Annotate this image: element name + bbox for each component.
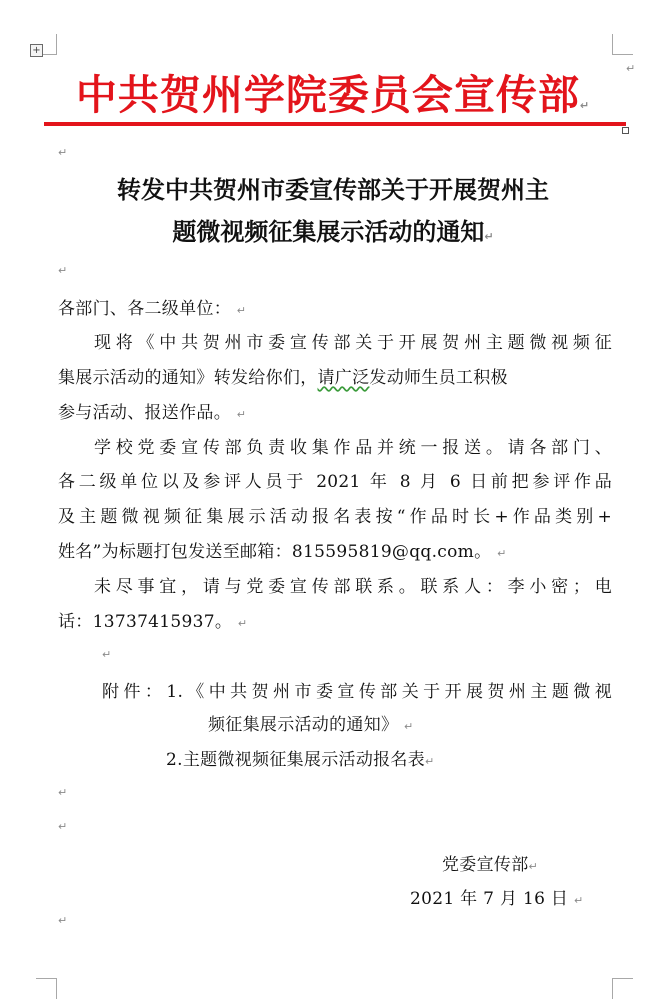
paragraph-3-line-2 — [58, 607, 247, 632]
salutation-text: 各部门、各二级单位： — [58, 299, 231, 319]
p1-line2-c: 发动师生员工积极 — [369, 368, 508, 388]
paragraph-mark-icon: ↵ — [528, 860, 539, 873]
paragraph-mark-icon: ↵ — [626, 62, 636, 75]
crop-mark-bottom-left — [36, 978, 57, 999]
signature-org-text: 党委宣传部 — [442, 855, 529, 875]
paragraph-3-line-1: 未尽事宜，请与党委宣传部联系。联系人：李小密；电 — [94, 577, 612, 597]
table-resize-handle-icon[interactable] — [622, 127, 629, 134]
notice-title-line-1 — [0, 170, 666, 205]
paragraph-2-line-1: 学校党委宣传部负责收集作品并统一报送。请各部门、 — [94, 438, 612, 458]
paragraph-mark-icon: ↵ — [58, 786, 68, 799]
signature-org — [442, 850, 538, 875]
attachment-2 — [166, 745, 435, 770]
paragraph-mark-icon: ↵ — [497, 547, 507, 560]
paragraph-mark-icon: ↵ — [579, 99, 591, 112]
paragraph-mark-icon: ↵ — [425, 755, 435, 768]
attachment-1-line2-text: 频征集展示活动的通知》 — [208, 715, 399, 735]
table-move-handle-icon[interactable]: + — [30, 44, 43, 57]
signature-date-text: 2021 年 7 月 16 日 — [410, 889, 569, 909]
p1-line2-a: 集展示活动的通知》转发给你们， — [58, 368, 318, 388]
attachment-2-text: 2.主题微视频征集展示活动报名表 — [166, 750, 426, 770]
crop-mark-top-right — [612, 34, 633, 55]
paragraph-mark-icon: ↵ — [573, 894, 584, 907]
paragraph-mark-icon: ↵ — [404, 720, 414, 733]
header-title-text: 中共贺州学院委员会宣传部 — [75, 71, 580, 119]
paragraph-1-line-1: 现将《中共贺州市委宣传部关于开展贺州主题微视频征 — [94, 333, 612, 353]
paragraph-1-line-2 — [58, 363, 612, 388]
paragraph-mark-icon: ↵ — [484, 230, 494, 243]
crop-mark-bottom-right — [612, 978, 633, 999]
paragraph-mark-icon: ↵ — [58, 820, 68, 833]
p3-line2-text: 话：13737415937。 — [58, 612, 233, 632]
notice-title-text-2: 题微视频征集展示活动的通知 — [172, 217, 485, 246]
salutation — [58, 294, 246, 319]
signature-date — [410, 884, 583, 909]
paragraph-mark-icon: ↵ — [236, 408, 247, 421]
header-title — [0, 62, 666, 121]
attachment-1-line-1: 附件：1.《中共贺州市委宣传部关于开展贺州主题微视 — [102, 682, 612, 702]
paragraph-mark-icon: ↵ — [236, 304, 247, 317]
paragraph-mark-icon: ↵ — [58, 914, 68, 927]
paragraph-1-line-3 — [58, 398, 246, 423]
paragraph-mark-icon: ↵ — [237, 617, 248, 630]
attachment-1-line-2 — [208, 710, 414, 735]
p2-line4-text: 姓名”为标题打包发送至邮箱：815595819@qq.com。 — [58, 542, 492, 562]
paragraph-2-line-4 — [58, 537, 507, 562]
notice-title-text-1: 转发中共贺州市委宣传部关于开展贺州主 — [117, 175, 549, 204]
red-divider-line — [44, 122, 626, 126]
paragraph-mark-icon: ↵ — [58, 146, 68, 159]
notice-title-line-2 — [0, 212, 666, 247]
grammar-underlined-text[interactable]: 请广泛 — [317, 368, 370, 388]
paragraph-mark-icon: ↵ — [58, 264, 68, 277]
paragraph-mark-icon: ↵ — [102, 648, 112, 661]
p1-line3-text: 参与活动、报送作品。 — [58, 403, 231, 423]
paragraph-2-line-3: 及主题微视频征集展示活动报名表按“作品时长+作品类别+ — [58, 507, 612, 527]
paragraph-2-line-2: 各二级单位以及参评人员于 2021 年 8 月 6 日前把参评作品 — [58, 472, 612, 492]
